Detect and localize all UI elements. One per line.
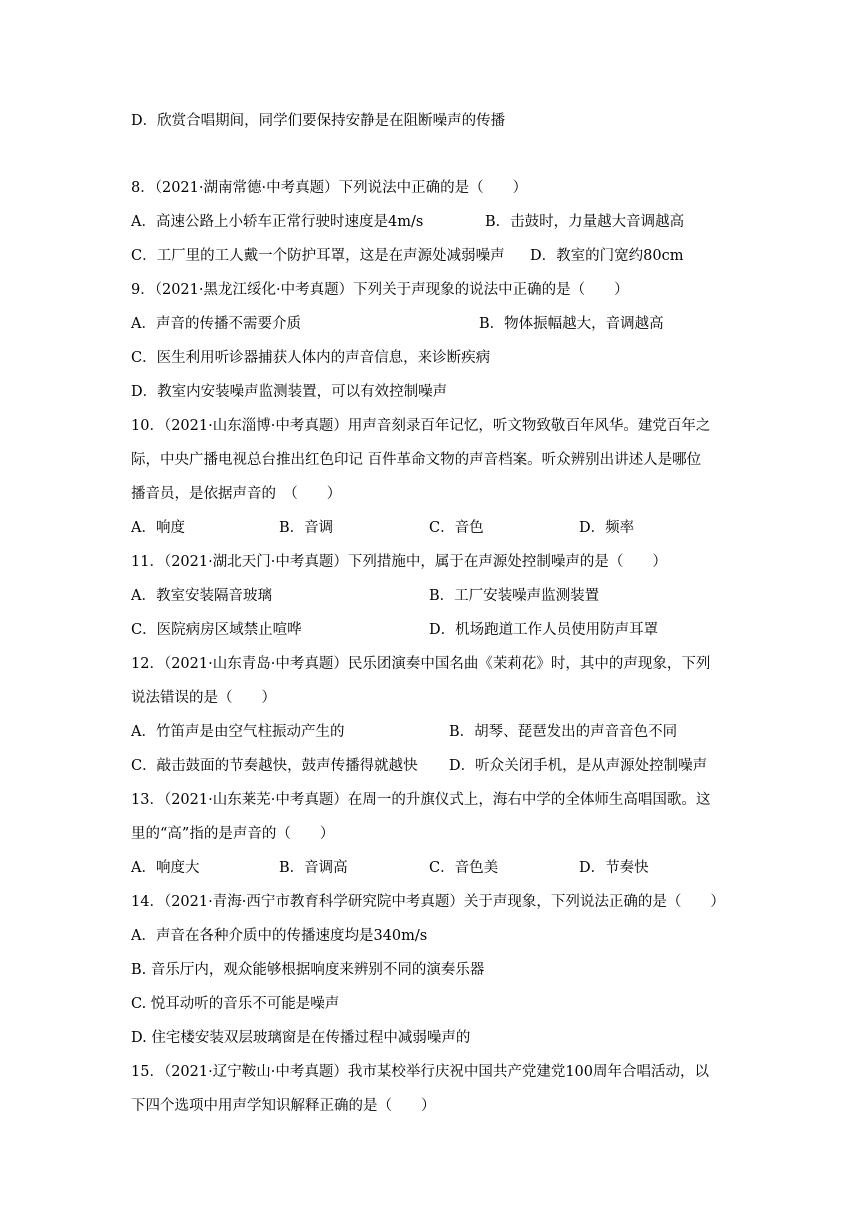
question-12-options-row2 [131, 756, 751, 776]
q11-option-d: D．机场跑道工作人员使用防声耳罩 [429, 622, 659, 638]
question-12-stem-line1: 12．（2021·山东青岛·中考真题）民乐团演奏中国名曲《茉莉花》时，其中的声现象，下列 [131, 656, 711, 672]
q8-option-b: B．击鼓时，力量越大音调越高 [485, 214, 685, 230]
q10-option-b: B．音调 [279, 520, 334, 536]
q8-option-d: D．教室的门宽约80cm [530, 248, 684, 264]
question-13-stem-line2: 里的“高”指的是声音的（ ） [131, 826, 335, 842]
question-9-options-row1 [131, 314, 751, 334]
q10-option-c: C．音色 [429, 520, 484, 536]
question-9-stem: 9．（2021·黑龙江绥化·中考真题）下列关于声现象的说法中正确的是（ ） [131, 282, 629, 298]
q13-option-a: A．响度大 [131, 860, 200, 876]
question-11-stem: 11．（2021·湖北天门·中考真题）下列措施中，属于在声源处控制噪声的是（ ） [131, 554, 667, 570]
question-15-stem-line2: 下四个选项中用声学知识解释正确的是（ ） [131, 1098, 436, 1114]
q13-option-c: C．音色美 [429, 860, 499, 876]
q10-option-d: D．频率 [579, 520, 635, 536]
question-10-stem-line3: 播音员，是依据声音的 （ ） [131, 486, 342, 502]
q12-option-d: D．听众关闭手机，是从声源处控制噪声 [449, 758, 708, 774]
question-8-options-row2 [131, 246, 751, 266]
question-12-stem-line2: 说法错误的是（ ） [131, 690, 276, 706]
question-11-options-row1 [131, 586, 751, 606]
q14-option-a: A．声音在各种介质中的传播速度均是340m/s [131, 928, 428, 944]
question-10-options [131, 518, 751, 538]
question-13-options [131, 858, 751, 878]
q11-option-a: A．教室安装隔音玻璃 [131, 588, 272, 604]
q9-option-c: C．医生利用听诊器捕获人体内的声音信息，来诊断疾病 [131, 350, 491, 366]
question-15-stem-line1: 15．（2021·辽宁鞍山·中考真题）我市某校举行庆祝中国共产党建党100周年合唱活动，以 [131, 1064, 709, 1080]
question-13-stem-line1: 13．（2021·山东莱芜·中考真题）在周一的升旗仪式上，海右中学的全体师生高唱国歌。这 [131, 792, 711, 808]
q9-option-a: A．声音的传播不需要介质 [131, 316, 301, 332]
q9-option-d: D．教室内安装噪声监测装置，可以有效控制噪声 [131, 384, 448, 400]
question-8-options-row1 [131, 212, 751, 232]
question-14-stem: 14．（2021·青海·西宁市教育科学研究院中考真题）关于声现象，下列说法正确的是（ ） [131, 894, 725, 910]
q11-option-b: B．工厂安装噪声监测装置 [429, 588, 600, 604]
q13-option-b: B．音调高 [279, 860, 348, 876]
q11-option-c: C．医院病房区域禁止喧哗 [131, 622, 302, 638]
q10-option-a: A．响度 [131, 520, 185, 536]
q14-option-c: C. 悦耳动听的音乐不可能是噪声 [131, 996, 340, 1012]
q12-option-a: A．竹笛声是由空气柱振动产生的 [131, 724, 345, 740]
question-10-stem-line1: 10．（2021·山东淄博·中考真题）用声音刻录百年记忆，听文物致敬百年风华。建党百年之 [131, 418, 711, 434]
q8-option-a: A．高速公路上小轿车正常行驶时速度是4m/s [131, 214, 424, 230]
q9-option-b: B．物体振幅越大，音调越高 [479, 316, 664, 332]
q12-option-b: B．胡琴、琵琶发出的声音音色不同 [449, 724, 678, 740]
question-8-stem: 8．（2021·湖南常德·中考真题）下列说法中正确的是（ ） [131, 180, 528, 196]
q8-option-c: C．工厂里的工人戴一个防护耳罩，这是在声源处减弱噪声 [131, 248, 505, 264]
question-12-options-row1 [131, 722, 751, 742]
option-d-prev: D．欣赏合唱期间，同学们要保持安静是在阻断噪声的传播 [131, 113, 506, 129]
q14-option-b: B. 音乐厅内，观众能够根据响度来辨别不同的演奏乐器 [131, 962, 485, 978]
q13-option-d: D．节奏快 [579, 860, 649, 876]
q14-option-d: D. 住宅楼安装双层玻璃窗是在传播过程中减弱噪声的 [131, 1030, 471, 1046]
question-10-stem-line2: 际，中央广播电视总台推出红色印记 百件革命文物的声音档案。听众辨别出讲述人是哪位 [131, 452, 702, 468]
question-11-options-row2 [131, 620, 751, 640]
q12-option-c: C．敲击鼓面的节奏越快，鼓声传播得就越快 [131, 758, 418, 774]
